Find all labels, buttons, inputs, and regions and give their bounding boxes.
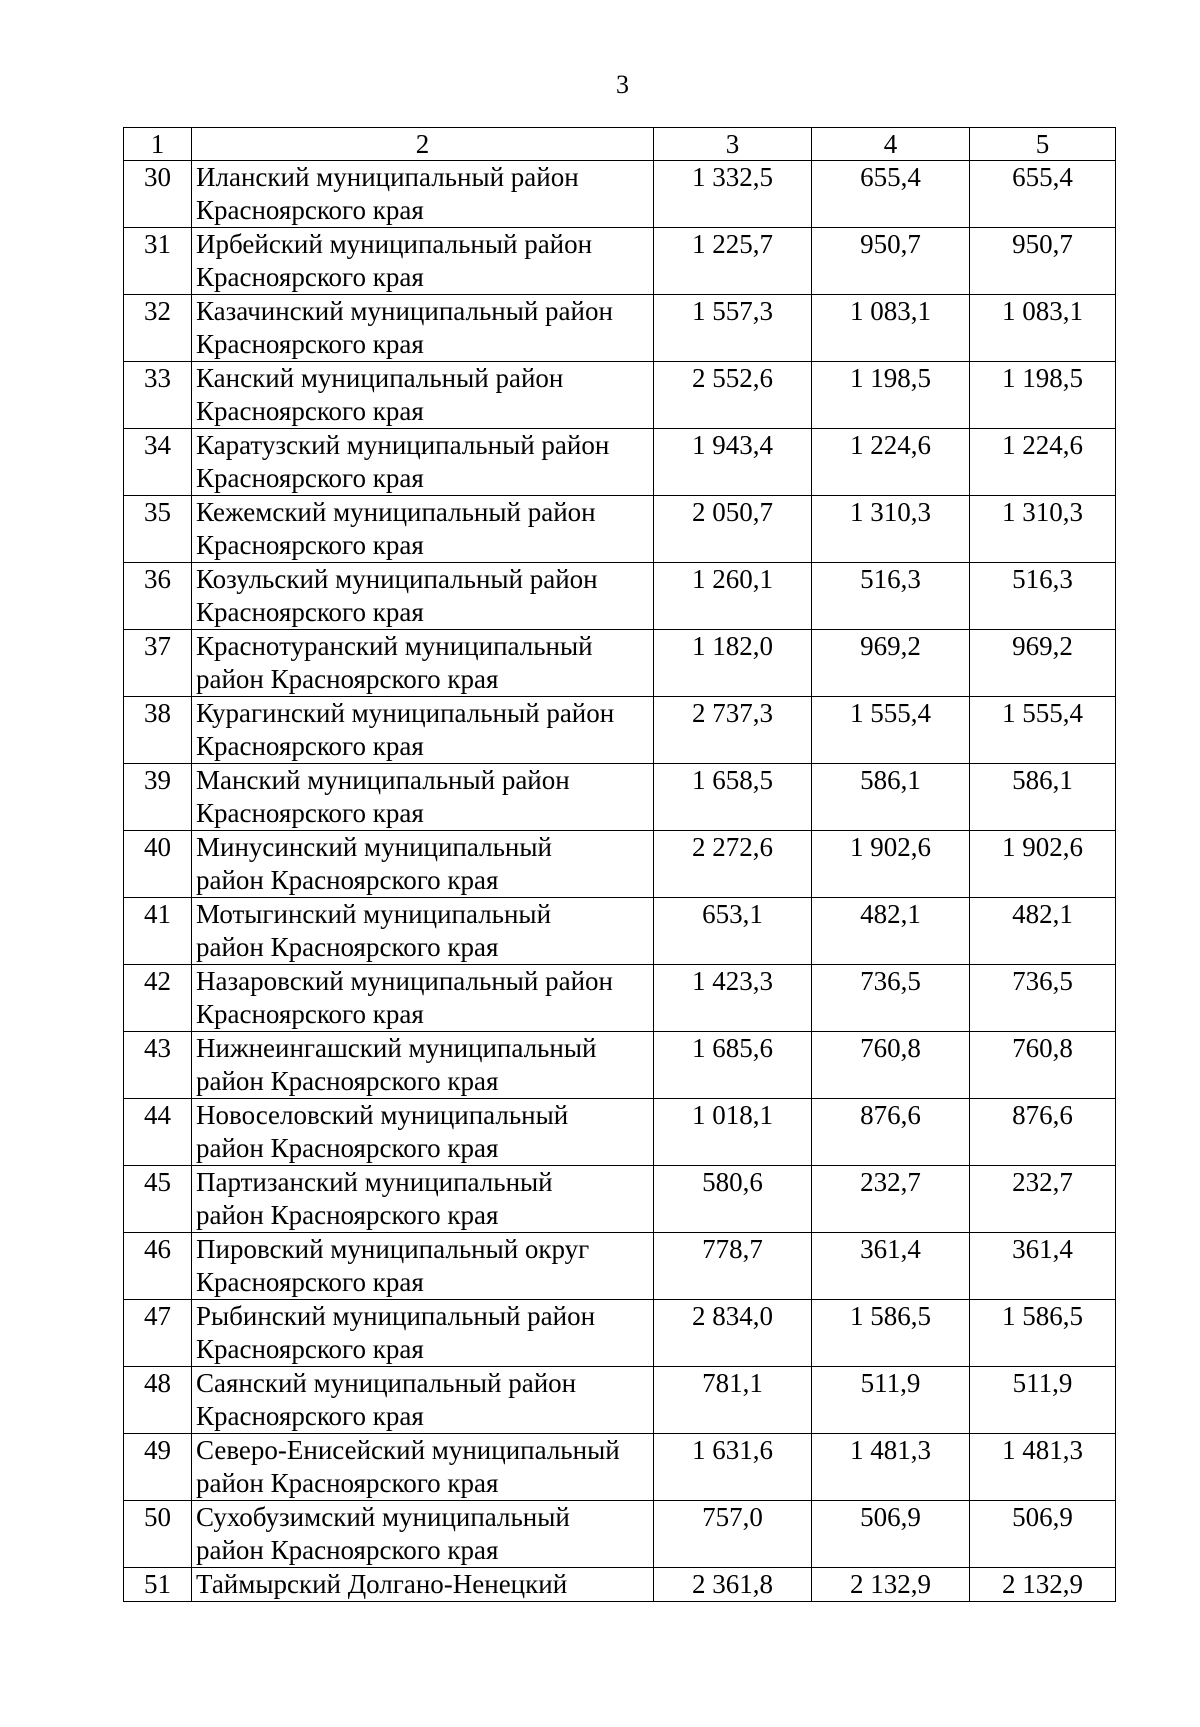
municipality-name-line: Пировский муниципальный округ	[196, 1234, 590, 1264]
value-cell-4: 950,7	[812, 228, 970, 295]
municipality-name-line: Мотыгинский муниципальный	[196, 899, 552, 929]
municipality-name-cell	[192, 630, 654, 697]
municipality-name-cell	[192, 362, 654, 429]
row-number-cell: 35	[124, 496, 192, 563]
municipality-name-cell	[192, 1501, 654, 1568]
value-cell-4: 1 902,6	[812, 831, 970, 898]
value-cell-3: 1 332,5	[654, 161, 812, 228]
value-cell-5: 1 198,5	[970, 362, 1116, 429]
row-number-cell: 37	[124, 630, 192, 697]
municipality-name-line: район Красноярского края	[196, 664, 499, 694]
value-cell-5: 876,6	[970, 1099, 1116, 1166]
table-row	[124, 697, 1116, 764]
value-cell-5: 736,5	[970, 965, 1116, 1032]
table-row	[124, 1367, 1116, 1434]
value-cell-3: 1 557,3	[654, 295, 812, 362]
table-row	[124, 1166, 1116, 1233]
municipality-name-cell	[192, 228, 654, 295]
municipality-name-cell	[192, 898, 654, 965]
row-number-cell: 48	[124, 1367, 192, 1434]
table-row	[124, 1233, 1116, 1300]
value-cell-4: 655,4	[812, 161, 970, 228]
table-row	[124, 1501, 1116, 1568]
municipality-name-line: район Красноярского края	[196, 1468, 499, 1498]
municipality-name-line: Северо-Енисейский муниципальный	[196, 1435, 620, 1465]
row-number-cell: 41	[124, 898, 192, 965]
municipality-name-line: Нижнеингашский муниципальный	[196, 1033, 597, 1063]
municipality-name-line: район Красноярского края	[196, 932, 499, 962]
table-row	[124, 429, 1116, 496]
value-cell-5: 969,2	[970, 630, 1116, 697]
municipality-name-cell	[192, 831, 654, 898]
value-cell-4: 1 083,1	[812, 295, 970, 362]
municipality-name-line: Манский муниципальный район	[196, 765, 570, 795]
municipality-name-cell	[192, 764, 654, 831]
value-cell-5: 482,1	[970, 898, 1116, 965]
municipality-name-cell	[192, 965, 654, 1032]
municipality-name-line: Ирбейский муниципальный район	[196, 229, 593, 259]
value-cell-3: 653,1	[654, 898, 812, 965]
value-cell-3: 1 225,7	[654, 228, 812, 295]
municipality-name-cell	[192, 1434, 654, 1501]
row-number-cell: 43	[124, 1032, 192, 1099]
municipality-name-line: Канский муниципальный район	[196, 363, 564, 393]
row-number-cell: 31	[124, 228, 192, 295]
municipality-name-cell	[192, 697, 654, 764]
municipality-name-line: район Красноярского края	[196, 1133, 499, 1163]
municipality-name-line: Красноярского края	[196, 1334, 424, 1364]
header-cell-2: 2	[192, 128, 654, 161]
municipality-name-cell	[192, 1568, 654, 1602]
value-cell-5: 511,9	[970, 1367, 1116, 1434]
value-cell-4: 482,1	[812, 898, 970, 965]
value-cell-3: 1 943,4	[654, 429, 812, 496]
value-cell-3: 2 361,8	[654, 1568, 812, 1602]
municipality-name-cell	[192, 1099, 654, 1166]
value-cell-3: 2 050,7	[654, 496, 812, 563]
municipality-name-line: Новоселовский муниципальный	[196, 1100, 569, 1130]
page-number: 3	[616, 70, 629, 99]
municipality-name-line: Курагинский муниципальный район	[196, 698, 615, 728]
municipality-name-line: Партизанский муниципальный	[196, 1167, 553, 1197]
municipality-name-cell	[192, 161, 654, 228]
header-cell-5: 5	[970, 128, 1116, 161]
municipality-name-line: Красноярского края	[196, 999, 424, 1029]
value-cell-4: 969,2	[812, 630, 970, 697]
municipality-name-line: Красноярского края	[196, 530, 424, 560]
municipality-name-line: Красноярского края	[196, 798, 424, 828]
header-cell-3: 3	[654, 128, 812, 161]
value-cell-3: 2 272,6	[654, 831, 812, 898]
value-cell-3: 1 182,0	[654, 630, 812, 697]
value-cell-4: 1 555,4	[812, 697, 970, 764]
table-row	[124, 898, 1116, 965]
table-row	[124, 563, 1116, 630]
value-cell-5: 1 902,6	[970, 831, 1116, 898]
row-number-cell: 30	[124, 161, 192, 228]
value-cell-4: 876,6	[812, 1099, 970, 1166]
municipality-name-line: район Красноярского края	[196, 1535, 499, 1565]
table-row	[124, 1434, 1116, 1501]
value-cell-4: 1 224,6	[812, 429, 970, 496]
value-cell-3: 1 423,3	[654, 965, 812, 1032]
value-cell-5: 950,7	[970, 228, 1116, 295]
municipality-name-line: Иланский муниципальный район	[196, 162, 579, 192]
municipality-name-line: Кежемский муниципальный район	[196, 497, 596, 527]
municipality-name-cell	[192, 1166, 654, 1233]
municipality-name-cell	[192, 429, 654, 496]
value-cell-5: 232,7	[970, 1166, 1116, 1233]
value-cell-3: 1 018,1	[654, 1099, 812, 1166]
table-row	[124, 161, 1116, 228]
municipality-name-line: район Красноярского края	[196, 1200, 499, 1230]
municipality-name-line: район Красноярского края	[196, 865, 499, 895]
municipality-name-line: Казачинский муниципальный район	[196, 296, 613, 326]
municipality-name-cell	[192, 496, 654, 563]
value-cell-4: 736,5	[812, 965, 970, 1032]
table-body	[124, 128, 1116, 1602]
value-cell-5: 1 083,1	[970, 295, 1116, 362]
municipality-name-cell	[192, 295, 654, 362]
municipality-name-line: Красноярского края	[196, 329, 424, 359]
value-cell-3: 1 631,6	[654, 1434, 812, 1501]
budget-table	[123, 127, 1116, 1602]
table-row	[124, 295, 1116, 362]
value-cell-4: 232,7	[812, 1166, 970, 1233]
municipality-name-cell	[192, 1233, 654, 1300]
row-number-cell: 34	[124, 429, 192, 496]
value-cell-3: 580,6	[654, 1166, 812, 1233]
table-row	[124, 764, 1116, 831]
value-cell-5: 1 481,3	[970, 1434, 1116, 1501]
municipality-name-line: Краснотуранский муниципальный	[196, 631, 593, 661]
value-cell-5: 516,3	[970, 563, 1116, 630]
municipality-name-line: Красноярского края	[196, 195, 424, 225]
value-cell-4: 516,3	[812, 563, 970, 630]
municipality-name-line: Красноярского края	[196, 1401, 424, 1431]
municipality-name-cell	[192, 563, 654, 630]
table-row	[124, 831, 1116, 898]
value-cell-4: 2 132,9	[812, 1568, 970, 1602]
value-cell-5: 1 555,4	[970, 697, 1116, 764]
value-cell-5: 361,4	[970, 1233, 1116, 1300]
municipality-name-line: Саянский муниципальный район	[196, 1368, 577, 1398]
value-cell-4: 1 198,5	[812, 362, 970, 429]
value-cell-5: 2 132,9	[970, 1568, 1116, 1602]
municipality-name-line: Сухобузимский муниципальный	[196, 1502, 570, 1532]
row-number-cell: 36	[124, 563, 192, 630]
table-row	[124, 1300, 1116, 1367]
table-header-row	[124, 128, 1116, 161]
value-cell-4: 506,9	[812, 1501, 970, 1568]
municipality-name-line: Минусинский муниципальный	[196, 832, 552, 862]
row-number-cell: 42	[124, 965, 192, 1032]
municipality-name-cell	[192, 1367, 654, 1434]
value-cell-3: 778,7	[654, 1233, 812, 1300]
header-cell-4: 4	[812, 128, 970, 161]
value-cell-5: 1 224,6	[970, 429, 1116, 496]
value-cell-3: 781,1	[654, 1367, 812, 1434]
value-cell-3: 757,0	[654, 1501, 812, 1568]
table-row	[124, 228, 1116, 295]
table-row	[124, 965, 1116, 1032]
value-cell-5: 586,1	[970, 764, 1116, 831]
municipality-name-line: Красноярского края	[196, 262, 424, 292]
municipality-name-line: Красноярского края	[196, 463, 424, 493]
value-cell-4: 511,9	[812, 1367, 970, 1434]
table-row	[124, 1032, 1116, 1099]
value-cell-5: 1 310,3	[970, 496, 1116, 563]
row-number-cell: 39	[124, 764, 192, 831]
value-cell-4: 586,1	[812, 764, 970, 831]
row-number-cell: 50	[124, 1501, 192, 1568]
municipality-name-line: Козульский муниципальный район	[196, 564, 598, 594]
row-number-cell: 40	[124, 831, 192, 898]
municipality-name-line: Рыбинский муниципальный район	[196, 1301, 596, 1331]
row-number-cell: 38	[124, 697, 192, 764]
table-row	[124, 496, 1116, 563]
value-cell-3: 2 834,0	[654, 1300, 812, 1367]
municipality-name-line: Красноярского края	[196, 731, 424, 761]
value-cell-4: 1 481,3	[812, 1434, 970, 1501]
municipality-name-line: Красноярского края	[196, 1267, 424, 1297]
value-cell-4: 1 310,3	[812, 496, 970, 563]
row-number-cell: 49	[124, 1434, 192, 1501]
row-number-cell: 47	[124, 1300, 192, 1367]
value-cell-3: 2 552,6	[654, 362, 812, 429]
value-cell-4: 1 586,5	[812, 1300, 970, 1367]
municipality-name-cell	[192, 1300, 654, 1367]
municipality-name-line: Назаровский муниципальный район	[196, 966, 613, 996]
municipality-name-line: район Красноярского края	[196, 1066, 499, 1096]
row-number-cell: 51	[124, 1568, 192, 1602]
header-cell-1: 1	[124, 128, 192, 161]
value-cell-3: 2 737,3	[654, 697, 812, 764]
table-row	[124, 1099, 1116, 1166]
value-cell-5: 1 586,5	[970, 1300, 1116, 1367]
row-number-cell: 46	[124, 1233, 192, 1300]
row-number-cell: 32	[124, 295, 192, 362]
value-cell-3: 1 260,1	[654, 563, 812, 630]
municipality-name-line: Таймырский Долгано-Ненецкий	[196, 1569, 568, 1599]
municipality-name-line: Красноярского края	[196, 597, 424, 627]
value-cell-4: 760,8	[812, 1032, 970, 1099]
row-number-cell: 45	[124, 1166, 192, 1233]
row-number-cell: 44	[124, 1099, 192, 1166]
value-cell-5: 506,9	[970, 1501, 1116, 1568]
municipality-name-line: Красноярского края	[196, 396, 424, 426]
value-cell-3: 1 685,6	[654, 1032, 812, 1099]
value-cell-3: 1 658,5	[654, 764, 812, 831]
table-row	[124, 362, 1116, 429]
row-number-cell: 33	[124, 362, 192, 429]
table-row	[124, 1568, 1116, 1602]
value-cell-5: 655,4	[970, 161, 1116, 228]
table-row	[124, 630, 1116, 697]
municipality-name-cell	[192, 1032, 654, 1099]
municipality-name-line: Каратузский муниципальный район	[196, 430, 610, 460]
value-cell-5: 760,8	[970, 1032, 1116, 1099]
value-cell-4: 361,4	[812, 1233, 970, 1300]
